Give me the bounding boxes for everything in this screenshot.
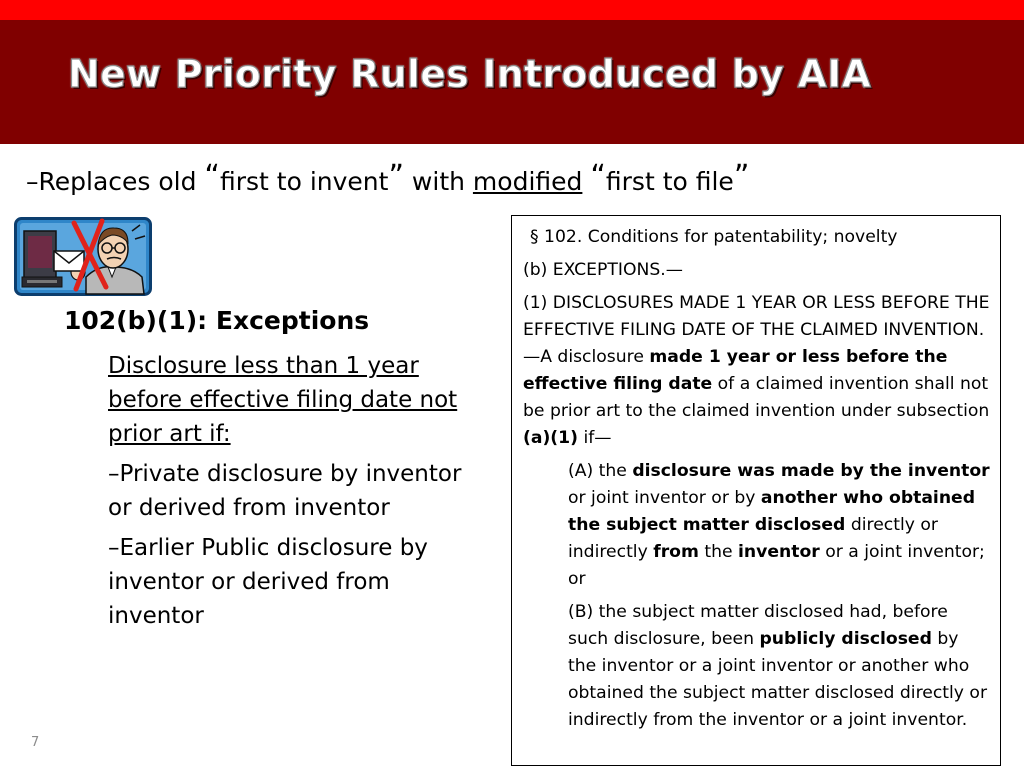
modified-word: modified: [472, 167, 583, 196]
exceptions-section: [64, 305, 484, 633]
statute-text: or a joint inventor; or: [568, 542, 985, 589]
statute-text: if—: [577, 428, 612, 448]
statute-paragraph-1: [523, 290, 990, 452]
statute-subsection-b: (b) EXCEPTIONS.—: [523, 260, 683, 280]
exceptions-lead: Disclosure less than 1 year before effective filing date not prior art if:: [108, 353, 458, 447]
statute-text: of a claimed invention shall not be prior art to the claimed invention under subsection: [523, 374, 990, 421]
statute-text-box: [511, 215, 1001, 766]
statute-text: (B) the subject matter disclosed had, before such disclosure, been: [568, 602, 948, 649]
statute-text: the: [698, 542, 739, 562]
subtitle: [26, 159, 750, 198]
statute-text: (A) the: [568, 461, 633, 481]
statute-emphasis: inventor: [738, 542, 820, 562]
statute-emphasis: disclosure was made by the inventor: [632, 461, 990, 481]
open-quote: “: [590, 159, 606, 194]
first-to-file: first to file: [605, 167, 734, 196]
subtitle-dash: –: [26, 167, 39, 196]
subtitle-prefix: Replaces old: [38, 167, 205, 196]
statute-clause-b: [568, 599, 990, 734]
subtitle-with: with: [403, 167, 473, 196]
statute-text: directly or indirectly: [568, 515, 938, 562]
statute-emphasis: made 1 year or less before the effective filing date: [523, 347, 948, 394]
close-quote: ”: [388, 159, 404, 194]
exception-item-public: –Earlier Public disclosure by inventor or derived from inventor: [108, 535, 428, 629]
exception-item-private: –Private disclosure by inventor or derived from inventor: [108, 461, 462, 521]
exceptions-heading: 102(b)(1): Exceptions: [64, 306, 370, 335]
statute-clause-a: [568, 458, 990, 593]
open-quote: “: [204, 159, 220, 194]
slide-title: New Priority Rules Introduced by AIA: [68, 52, 872, 96]
statute-text: or joint inventor or by: [568, 488, 761, 508]
close-quote: ”: [733, 159, 750, 194]
first-to-invent: first to invent: [219, 167, 389, 196]
statute-emphasis: publicly disclosed: [759, 629, 932, 649]
exceptions-body: [108, 349, 484, 633]
statute-emphasis: (a)(1): [523, 428, 578, 448]
statute-text: (1) DISCLOSURES MADE 1 YEAR OR LESS BEFORE THE EFFECTIVE FILING DATE OF THE CLAIMED INVENTION.—A disclosure: [523, 293, 990, 367]
mail-crossed-out-icon: [14, 217, 152, 296]
top-accent-bar: [0, 0, 1024, 20]
page-number: 7: [31, 735, 40, 750]
statute-section-heading: § 102. Conditions for patentability; novelty: [530, 227, 898, 247]
statute-emphasis: from: [653, 542, 699, 562]
statute-emphasis: another who obtained the subject matter disclosed: [568, 488, 976, 535]
statute-text: by the inventor or a joint inventor or another who obtained the subject matter disclosed directly or indirectly from the inventor or a joint inventor.: [568, 629, 988, 730]
